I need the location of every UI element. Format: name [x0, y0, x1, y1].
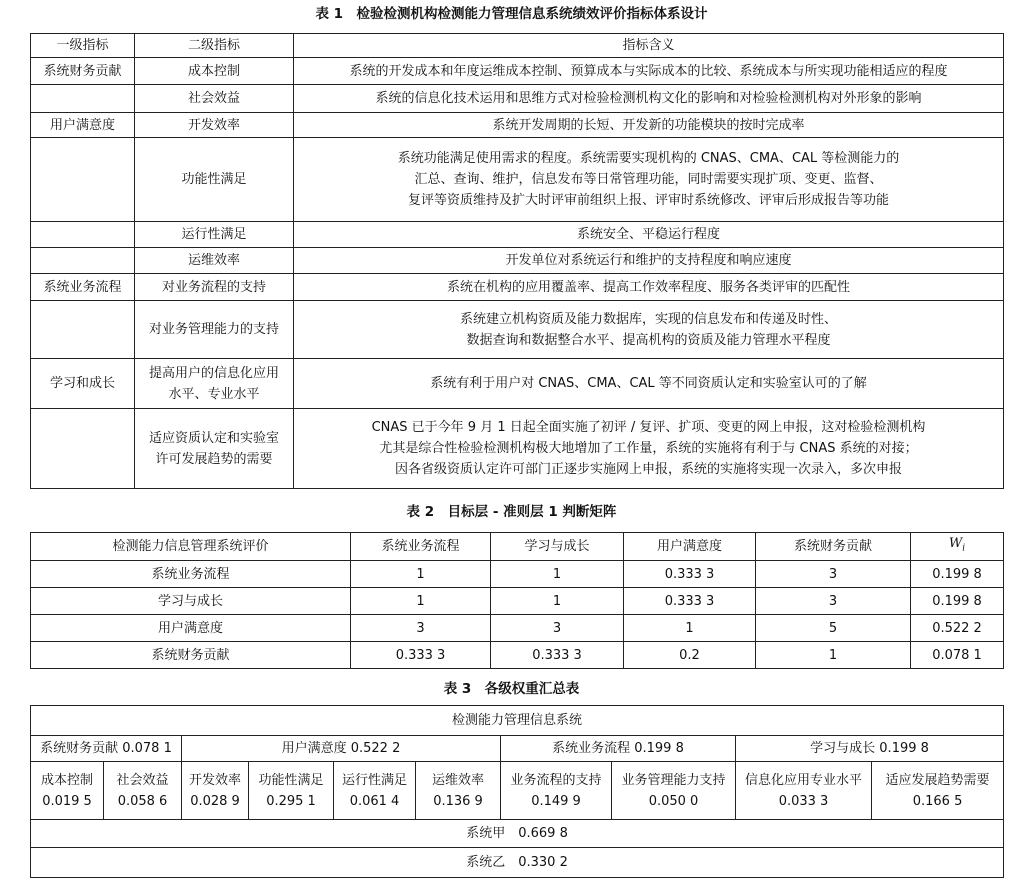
table2-row — [31, 588, 1004, 615]
table2-header-cell: 系统业务流程 — [351, 533, 491, 561]
table3-group-cell: 用户满意度 0.522 2 — [182, 736, 501, 762]
table3-item-cell — [736, 762, 872, 820]
item-name: 成本控制 — [40, 772, 93, 788]
table1-level1-cell: 系统业务流程 — [31, 274, 135, 301]
table2-cell: 0.199 8 — [911, 561, 1004, 588]
table2-cell: 0.333 3 — [624, 588, 756, 615]
table3-result-row — [31, 820, 1004, 848]
table1-level2-cell — [135, 409, 294, 489]
item-value: 0.149 9 — [531, 793, 581, 809]
table2-row — [31, 642, 1004, 669]
table2-cell: 0.078 1 — [911, 642, 1004, 669]
table1-header-cell: 二级指标 — [135, 34, 294, 58]
table2-cell: 1 — [351, 561, 491, 588]
meaning-line: 系统安全、平稳运行程度 — [576, 227, 720, 242]
table3-result-cell: 系统甲 0.669 8 — [31, 820, 1004, 848]
table2-cell: 系统业务流程 — [31, 561, 351, 588]
table3-group-cell: 学习与成长 0.199 8 — [736, 736, 1004, 762]
table3-group-row — [31, 736, 1004, 762]
item-value: 0.166 5 — [912, 793, 963, 809]
table2-row — [31, 615, 1004, 642]
table1-row — [31, 85, 1004, 113]
table2-cell: 3 — [351, 615, 491, 642]
meaning-line: 系统有利于用户对 CNAS、CMA、CAL 等不同资质认定和实验室认可的了解 — [430, 376, 867, 391]
table1-level2-cell: 成本控制 — [135, 58, 294, 85]
table1-header-cell: 一级指标 — [31, 34, 135, 58]
table1-meaning-cell — [294, 359, 1004, 409]
table1-row — [31, 359, 1004, 409]
table2-header-row — [31, 533, 1004, 561]
table1-header-cell: 指标含义 — [294, 34, 1004, 58]
table1-header-row — [31, 34, 1004, 58]
meaning-line: 系统开发周期的长短、开发新的功能模块的按时完成率 — [492, 117, 805, 133]
item-name: 运行性满足 — [341, 772, 407, 788]
item-value: 0.136 9 — [433, 793, 483, 809]
level2-line: 适应资质认定和实验室 — [148, 430, 279, 446]
table2-cell: 0.199 8 — [911, 588, 1004, 615]
table2-caption: 表 2 目标层 - 准则层 1 判断矩阵 — [406, 504, 617, 520]
table1-row — [31, 138, 1004, 222]
table2-cell: 1 — [351, 588, 491, 615]
table2-cell: 用户满意度 — [31, 615, 351, 642]
table1-level2-cell: 对业务管理能力的支持 — [135, 301, 294, 359]
table1-level2-cell: 开发效率 — [135, 113, 294, 138]
table3-item-cell — [334, 762, 416, 820]
table1-meaning-cell — [294, 274, 1004, 301]
table1-row — [31, 301, 1004, 359]
table1-meaning-cell — [294, 113, 1004, 138]
table1-level1-cell — [31, 409, 135, 489]
meaning-line: CNAS 已于今年 9 月 1 日起全面实施了初评 / 复评、扩项、变更的网上申报，这对检验检测机构 — [371, 420, 926, 435]
table2-header-cell: 学习与成长 — [491, 533, 624, 561]
item-name: 适应发展趋势需要 — [885, 772, 990, 788]
table1-row — [31, 248, 1004, 274]
meaning-line: 系统的开发成本和年度运维成本控制、预算成本与实际成本的比较、系统成本与所实现功能相适应的程度 — [349, 63, 948, 79]
table3-item-cell — [104, 762, 182, 820]
table1-level1-cell — [31, 301, 135, 359]
table1-meaning-cell — [294, 248, 1004, 274]
table2-cell: 1 — [491, 588, 624, 615]
item-value: 0.295 1 — [266, 793, 316, 809]
table2 — [30, 532, 1004, 669]
table2-header-cell: 系统财务贡献 — [756, 533, 911, 561]
table1-meaning-cell — [294, 222, 1004, 248]
meaning-line: 系统建立机构资质及能力数据库，实现的信息发布和传递及时性、 — [459, 311, 837, 327]
meaning-line: 因各省级资质认定许可部门正逐步实施网上申报，系统的实施将实现一次录入，多次申报 — [394, 462, 902, 477]
table1-level2-cell: 运行性满足 — [135, 222, 294, 248]
table1-meaning-cell — [294, 85, 1004, 113]
table1-level1-cell: 用户满意度 — [31, 113, 135, 138]
item-value: 0.058 6 — [117, 793, 168, 809]
table1-meaning-cell — [294, 409, 1004, 489]
table2-cell: 0.333 3 — [624, 561, 756, 588]
meaning-line: 系统的信息化技术运用和思维方式对检验检测机构文化的影响和对检验检测机构对外形象的影响 — [375, 91, 922, 106]
table2-row — [31, 561, 1004, 588]
table3-item-cell — [501, 762, 612, 820]
item-name: 运维效率 — [431, 772, 484, 788]
table3-item-row — [31, 762, 1004, 820]
table3-title-row — [31, 706, 1004, 736]
meaning-line: 系统在机构的应用覆盖率、提高工作效率程度、服务各类评审的匹配性 — [446, 279, 850, 295]
table3-item-cell — [249, 762, 334, 820]
item-value: 0.061 4 — [349, 793, 400, 809]
item-name: 信息化应用专业水平 — [744, 772, 862, 788]
table2-weight-header — [911, 533, 1004, 561]
level2-line: 提高用户的信息化应用 — [148, 365, 279, 381]
item-name: 社会效益 — [116, 772, 169, 788]
table3-group-cell: 系统业务流程 0.199 8 — [501, 736, 736, 762]
meaning-line: 系统功能满足使用需求的程度。系统需要实现机构的 CNAS、CMA、CAL 等检测能力的 — [397, 151, 900, 166]
item-name: 业务流程的支持 — [510, 772, 602, 788]
table2-cell: 系统财务贡献 — [31, 642, 351, 669]
table2-cell: 1 — [756, 642, 911, 669]
table1-level1-cell — [31, 248, 135, 274]
table1-level2-cell: 对业务流程的支持 — [135, 274, 294, 301]
table1-row — [31, 113, 1004, 138]
table1-meaning-cell — [294, 58, 1004, 85]
weight-symbol: $W_i$ — [948, 536, 966, 554]
table2-header-cell: 检测能力信息管理系统评价 — [31, 533, 351, 561]
table3-result-row — [31, 848, 1004, 878]
item-value: 0.033 3 — [778, 793, 829, 809]
item-value: 0.050 0 — [648, 793, 699, 809]
table2-cell: 5 — [756, 615, 911, 642]
table2-cell: 1 — [491, 561, 624, 588]
table2-cell: 1 — [624, 615, 756, 642]
table3-item-cell — [612, 762, 736, 820]
table1-level2-cell: 运维效率 — [135, 248, 294, 274]
table2-cell: 0.2 — [624, 642, 756, 669]
table3-item-cell — [31, 762, 104, 820]
table1-level2-cell: 功能性满足 — [135, 138, 294, 222]
meaning-line: 数据查询和数据整合水平、提高机构的资质及能力管理水平程度 — [466, 332, 831, 348]
table2-cell: 3 — [756, 561, 911, 588]
table1-level2-cell — [135, 359, 294, 409]
table3-result-cell: 系统乙 0.330 2 — [31, 848, 1004, 878]
meaning-line: 尤其是综合性检验检测机构极大地增加了工作量，系统的实施将有利于与 CNAS 系统的对接； — [379, 441, 918, 456]
table1-row — [31, 409, 1004, 489]
table2-cell: 0.333 3 — [491, 642, 624, 669]
table2-cell: 学习与成长 — [31, 588, 351, 615]
item-value: 0.028 9 — [190, 793, 240, 809]
table1-level1-cell — [31, 85, 135, 113]
item-value: 0.019 5 — [42, 793, 92, 809]
table3-group-cell: 系统财务贡献 0.078 1 — [31, 736, 182, 762]
table2-cell: 0.333 3 — [351, 642, 491, 669]
table1-level2-cell: 社会效益 — [135, 85, 294, 113]
table2-cell: 3 — [756, 588, 911, 615]
table1-row — [31, 222, 1004, 248]
table1-row — [31, 58, 1004, 85]
table1-meaning-cell — [294, 138, 1004, 222]
table1-caption: 表 1 检验检测机构检测能力管理信息系统绩效评价指标体系设计 — [315, 6, 708, 22]
table2-header-cell: 用户满意度 — [624, 533, 756, 561]
table1-level1-cell — [31, 222, 135, 248]
table1 — [30, 33, 1004, 489]
item-name: 业务管理能力支持 — [621, 772, 726, 788]
table3-caption: 表 3 各级权重汇总表 — [443, 681, 580, 697]
meaning-line: 开发单位对系统运行和维护的支持程度和响应速度 — [505, 253, 792, 268]
item-name: 功能性满足 — [258, 772, 324, 788]
table1-level1-cell: 学习和成长 — [31, 359, 135, 409]
table2-cell: 3 — [491, 615, 624, 642]
table3-item-cell — [416, 762, 501, 820]
table2-cell: 0.522 2 — [911, 615, 1004, 642]
level2-line: 水平、专业水平 — [168, 386, 260, 402]
table3 — [30, 705, 1004, 878]
table3-title: 检测能力管理信息系统 — [31, 706, 1004, 736]
meaning-line: 汇总、查询、维护，信息发布等日常管理功能，同时需要实现扩项、变更、监督、 — [414, 172, 883, 187]
table1-meaning-cell — [294, 301, 1004, 359]
table1-level1-cell: 系统财务贡献 — [31, 58, 135, 85]
meaning-line: 复评等资质维持及扩大时评审前组织上报、评审时系统修改、评审后形成报告等功能 — [407, 193, 889, 208]
level2-line: 许可发展趋势的需要 — [155, 451, 273, 467]
item-name: 开发效率 — [188, 772, 241, 788]
table3-item-cell — [872, 762, 1004, 820]
table3-item-cell — [182, 762, 249, 820]
table1-row — [31, 274, 1004, 301]
table1-level1-cell — [31, 138, 135, 222]
